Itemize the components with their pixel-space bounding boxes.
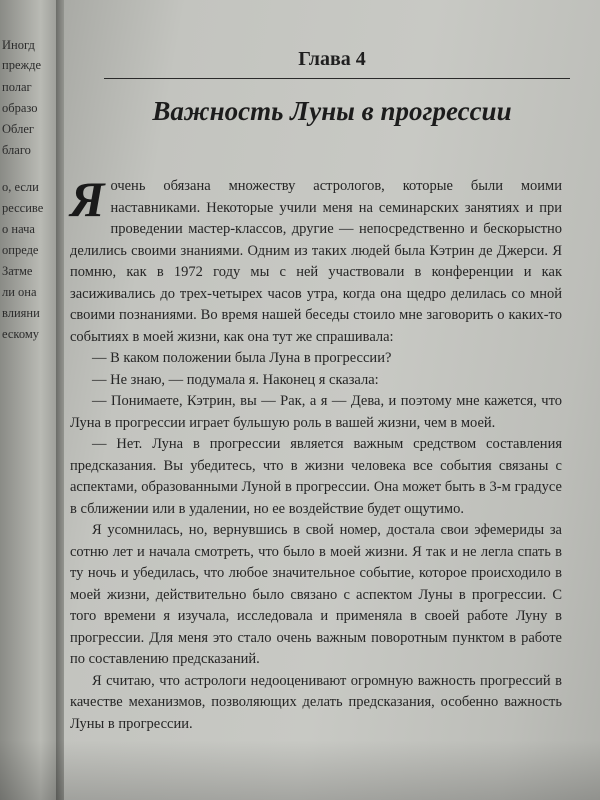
chapter-label: Глава 4 bbox=[298, 48, 366, 70]
facing-page-fragment: ли она bbox=[2, 285, 37, 299]
facing-page-fragment: прежде bbox=[2, 58, 42, 72]
facing-page-fragment: влияни bbox=[2, 306, 40, 320]
facing-page-fragment: Облег bbox=[2, 122, 34, 136]
chapter-rule bbox=[104, 78, 570, 79]
book-page bbox=[64, 0, 600, 800]
paragraph: — В каком положении была Луна в прогрессии? bbox=[92, 350, 392, 366]
facing-page-fragment: Затме bbox=[2, 264, 33, 278]
facing-page-fragment: образо bbox=[2, 101, 38, 115]
paragraph-text: очень обязана множеству астрологов, которые были моими наставниками. Некоторые учили меня на семинарских занятиях и при проведении мастер-классов, другие — непосредственно и бескорыстно делились своими знаниями. Одним из таких людей была Кэтрин де Джерси. Я помню, как в 1972 году мы с ней участвовали в конференции и как засиживались до трех-четырех часов утра, когда она щедро делилась со мной своими познаниями. Во время нашей беседы стоило мне заговорить о каких-то событиях в моей жизни, как она тут же спрашивала: bbox=[70, 178, 562, 345]
chapter-body bbox=[70, 171, 562, 735]
drop-cap: Я bbox=[70, 171, 105, 227]
paragraph: Я считаю, что астрологи недооценивают огромную важность прогрессий в качестве механизмов, позволяющих делать предсказания, особенно важность Луны в прогрессии. bbox=[70, 672, 562, 732]
paragraph: Я усомнилась, но, вернувшись в свой номер, достала свои эфемериды за сотню лет и начала смотреть, что было в моей жизни. Я так и не легла спать в ту ночь и убедилась, что любое значительное событие, которое происходило в моей жизни, действительно было связано с аспектом Луны в прогрессии. С того времени я изучала, исследовала и применяла в своей работе Луну в прогрессии. Для меня это стало очень важным поворотным пунктом в работе по составлению предсказаний. bbox=[70, 522, 562, 667]
facing-page-fragment: рессиве bbox=[2, 201, 44, 215]
facing-page-fragment: о, если bbox=[2, 180, 39, 194]
facing-page-fragment: благо bbox=[2, 143, 31, 157]
facing-page-fragment: опреде bbox=[2, 243, 39, 257]
paragraph: — Нет. Луна в прогрессии является важным средством составления предсказания. Вы убедитесь, что в жизни человека все события связаны с аспектами, образованными Луной в прогрессии. Она может быть в 3-м градусе в сближении или в удалении, но ее воздействие будет ощутимо. bbox=[70, 436, 562, 517]
facing-page-fragment: о нача bbox=[2, 222, 35, 236]
facing-page-edge bbox=[0, 0, 58, 800]
paragraph bbox=[70, 171, 562, 348]
chapter-title: Важность Луны в прогрессии bbox=[152, 96, 512, 126]
facing-page-fragment: полаг bbox=[2, 80, 32, 94]
facing-page-fragment: Иногд bbox=[2, 38, 35, 52]
paragraph: — Не знаю, — подумала я. Наконец я сказала: bbox=[92, 371, 379, 388]
paragraph: — Понимаете, Кэтрин, вы — Рак, а я — Дева, и поэтому мне кажется, что Луна в прогрессии играет бульшую роль в вашей жизни, чем в моей. bbox=[70, 393, 562, 431]
facing-page-fragment: ескому bbox=[2, 327, 40, 341]
